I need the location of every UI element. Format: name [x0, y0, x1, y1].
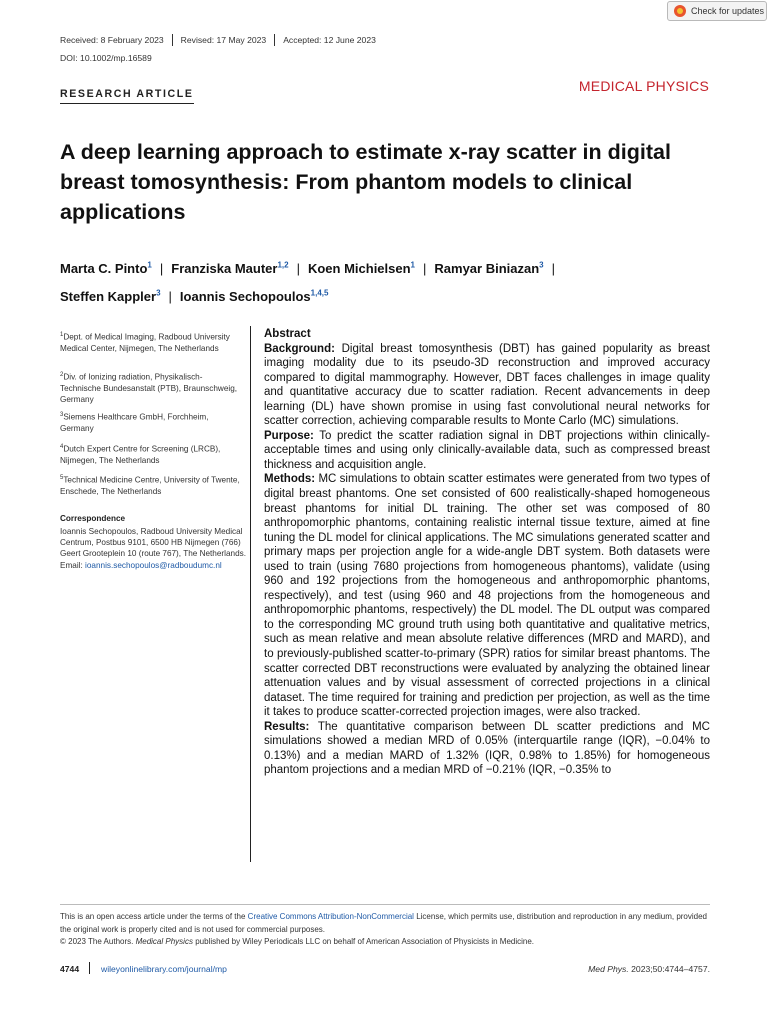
- article-dates: [60, 34, 384, 46]
- received-date: Received: 8 February 2023: [60, 35, 164, 45]
- author[interactable]: Ioannis Sechopoulos$^{1,4,5}$: [179, 288, 329, 304]
- accepted-date: Accepted: 12 June 2023: [274, 34, 384, 46]
- doi: DOI: 10.1002/mp.16589: [60, 53, 152, 63]
- abstract: [264, 327, 710, 778]
- correspondence-email-link[interactable]: ioannis.sechopoulos@radboudumc.nl: [85, 560, 222, 570]
- author-separator: |: [159, 261, 164, 277]
- correspondence-address: Ioannis Sechopoulos, Radboud University Medical Centrum, Postbus 9101, 6500 HB Nijmegen (766) Geert Grooteplein 10 (route 767), The Netherlands. Email: ioannis.sechopoulos@radboudumc.nl: [60, 527, 246, 570]
- correspondence-heading: Correspondence: [60, 514, 126, 523]
- column-divider: [250, 326, 251, 862]
- author[interactable]: Koen Michielsen$^1$: [307, 261, 415, 277]
- check-for-updates-button[interactable]: [667, 1, 767, 21]
- author-affiliation-ref: 1: [147, 261, 152, 270]
- article-title: A deep learning approach to estimate x-ray scatter in digital breast tomosynthesis: From phantom models to clinical applications: [60, 140, 671, 224]
- license-link[interactable]: Creative Commons Attribution-NonCommercial: [247, 912, 414, 921]
- author-affiliation-ref: 3: [539, 261, 544, 270]
- abstract-results: Results: The quantitative comparison between DL scatter predictions and MC simulations showed a median MRD of 0.05% (interquartile range (IQR), −0.04% to 0.13%) and a median MARD of 1.32% (IQR, 0.98% to 1.85%) for homogeneous phantom projections and a median MRD of −0.21% (IQR, −0.35% to: [264, 720, 710, 777]
- page-number: 4744: [60, 964, 80, 974]
- author[interactable]: Franziska Mauter$^{1,2}$: [171, 261, 289, 277]
- revised-date: Revised: 17 May 2023: [172, 34, 275, 46]
- author-list: [60, 254, 720, 309]
- affiliation: $^1$Dept. of Medical Imaging, Radboud University Medical Center, Nijmegen, The Netherlands: [60, 332, 230, 353]
- author[interactable]: Ramyar Biniazan$^3$: [434, 261, 544, 277]
- citation: Med Phys. 2023;50:4744–4757.: [588, 964, 710, 974]
- affiliation: $^3$Siemens Healthcare GmbH, Forchheim, Germany: [60, 412, 209, 433]
- footnote-rule: [60, 904, 710, 905]
- author-affiliation-ref: 1,4,5: [310, 288, 329, 298]
- check-for-updates-label: Check for updates: [691, 6, 765, 16]
- footer-divider: [89, 962, 90, 974]
- article-type: RESEARCH ARTICLE: [60, 88, 194, 104]
- journal-site-link[interactable]: wileyonlinelibrary.com/journal/mp: [101, 964, 227, 974]
- abstract-methods: Methods: MC simulations to obtain scatter estimates were generated from two types of digital breast phantoms. One set consisted of 600 realistically-shaped homogeneous breast phantoms for initial DL training. The other set was composed of 80 anthropomorphic phantoms, containing realistic internal tissue texture, aimed at fine tuning the DL model for clinical applications. The MC simulations generated scatter and primary maps per projection angle for a wide-angle DBT system. Both datasets were used to train (using 7680 projections from homogeneous phantoms), validate (using 960 and 192 projections from the homogeneous and anthropomorphic phantoms, respectively), and test (using 960 and 48 projections from the homogeneous and anthropomorphic phantoms, respectively) the DL model. The DL output was compared to the corresponding MC ground truth using both quantitative and qualitative metrics, such as mean relative and mean absolute relative differences (MRD and MARD), and to previously-published scatter-to-primary (SPR) ratios for similar breast phantoms. The scatter corrected DBT reconstructions were evaluated by analyzing the obtained linear attenuation values and by visual assessment of corrected projections in a clinical dataset. The time required for training and prediction per projection, as well as the time it takes to produce scatter-corrected projection images, were also tracked.: [264, 473, 710, 719]
- affiliation: $^4$Dutch Expert Centre for Screening (LRCB), Nijmegen, The Netherlands: [60, 444, 221, 465]
- journal-logo: MEDICAL PHYSICS: [578, 78, 709, 94]
- author-separator: |: [296, 261, 300, 277]
- affiliation: $^5$Technical Medicine Centre, University of Twente, Enschede, The Netherlands: [60, 475, 240, 496]
- author-affiliation-ref: 3: [156, 288, 161, 298]
- author[interactable]: Steffen Kappler$^3$: [60, 288, 161, 304]
- abstract-heading: Abstract: [264, 328, 311, 340]
- affiliation: $^2$Div. of Ionizing radiation, Physikalisch-Technische Bundesanstalt (PTB), Braunschweig, Germany: [60, 372, 238, 405]
- abstract-background: Background: Digital breast tomosynthesis (DBT) has gained popularity as breast imaging modality due to its pseudo-3D reconstruction and improved accuracy compared to digital mammography. However, DBT faces challenges in image quality and quantitative accuracy due to scatter radiation. Recent advancements in deep learning (DL) have shown promise in using fast convolutional neural networks for scatter correction, achieving comparable results to Monte Carlo (MC) simulations.: [264, 342, 711, 428]
- author-separator: |: [551, 261, 555, 277]
- crossmark-icon: [674, 5, 686, 17]
- author[interactable]: Marta C. Pinto$^1$: [60, 261, 152, 277]
- author-separator: |: [423, 261, 427, 277]
- license-footnote: This is an open access article under the terms of the Creative Commons Attribution-NonCommercial License, which permits use, distribution and reproduction in any medium, provided the original work is properly cited and is not used for commercial purposes. © 2023 The Authors. Medical Physics published by Wiley Periodicals LLC on behalf of American Association of Physicists in Medicine.: [60, 912, 708, 946]
- author-separator: |: [168, 288, 172, 304]
- author-affiliation-ref: 1,2: [277, 261, 289, 270]
- author-affiliation-ref: 1: [410, 261, 415, 270]
- abstract-purpose: Purpose: To predict the scatter radiation signal in DBT projections within clinically-acceptable times and using only clinically-available data, such as compressed breast thickness and acquisition angle.: [264, 429, 710, 471]
